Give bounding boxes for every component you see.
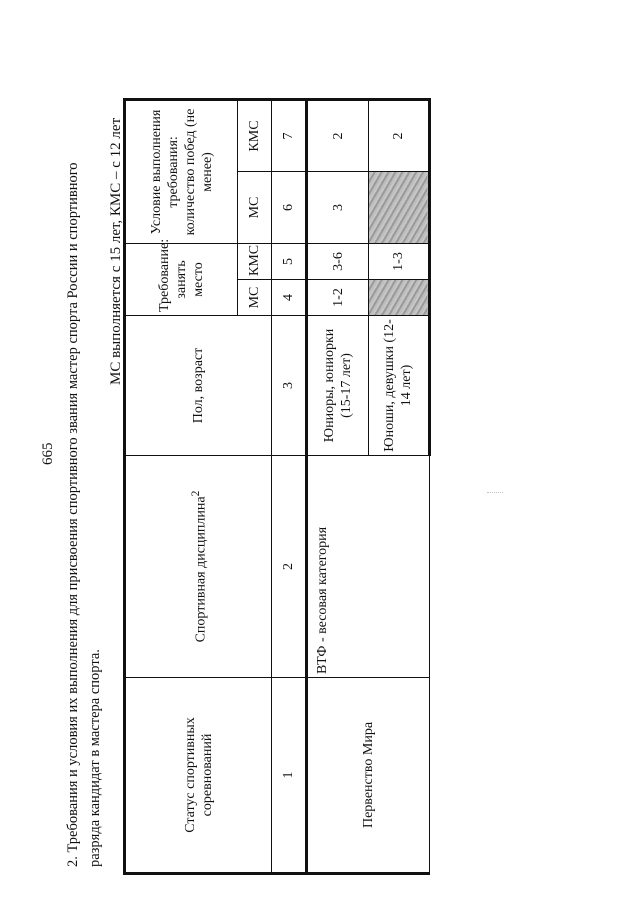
column-number-3: 3 (272, 316, 307, 456)
column-number-7: 7 (272, 100, 307, 172)
gender-age-cell-youth: Юноши, девушки (12-14 лет) (368, 316, 429, 456)
column-number-2: 2 (272, 456, 307, 678)
requirements-table (123, 98, 431, 875)
header-requirement: Требование: занять место (125, 244, 238, 316)
intro-line-1: 2. Требования и условия их выполнения для присвоения спортивного звания мастер спорта России и спортивного (65, 162, 81, 867)
place-ms-cell-youth-shaded (368, 280, 429, 316)
gender-age-cell-juniors: Юниоры, юниорки (15-17 лет) (307, 316, 368, 456)
header-status: Статус спортивных соревнований (125, 678, 272, 874)
column-number-4: 4 (272, 280, 307, 316)
header-wins-ms: МС (238, 172, 272, 244)
wins-ms-cell-youth-shaded (368, 172, 429, 244)
wins-ms-cell-juniors: 3 (307, 172, 368, 244)
footnote-marker: 2 (189, 490, 203, 497)
header-place-kms: КМС (238, 244, 272, 280)
header-wins-kms: КМС (238, 100, 272, 172)
discipline-cell: ВТФ - весовая категория (307, 456, 430, 678)
header-condition: Условие выполнения требования: количество побед (не менее) (125, 100, 238, 244)
header-discipline: Спортивная дисциплина$^2$ (125, 456, 272, 678)
age-requirement-subheading: МС выполняется с 15 лет, КМС – с 12 лет (108, 117, 124, 385)
place-kms-cell-juniors: 3-6 (307, 244, 368, 280)
wins-kms-cell-juniors: 2 (307, 100, 368, 172)
header-place-ms: МС (238, 280, 272, 316)
wins-kms-cell-youth: 2 (368, 100, 429, 172)
column-number-1: 1 (272, 678, 307, 874)
page-number: 665 (40, 442, 56, 465)
intro-line-2: разряда кандидат в мастера спорта. (87, 649, 103, 867)
column-number-6: 6 (272, 172, 307, 244)
intro-paragraph (62, 67, 106, 867)
column-number-5: 5 (272, 244, 307, 280)
header-gender-age: Пол, возраст (125, 316, 272, 456)
status-cell: Первенство Мира (307, 678, 430, 874)
scan-artifact (487, 482, 503, 493)
place-kms-cell-youth: 1-3 (368, 244, 429, 280)
place-ms-cell-juniors: 1-2 (307, 280, 368, 316)
